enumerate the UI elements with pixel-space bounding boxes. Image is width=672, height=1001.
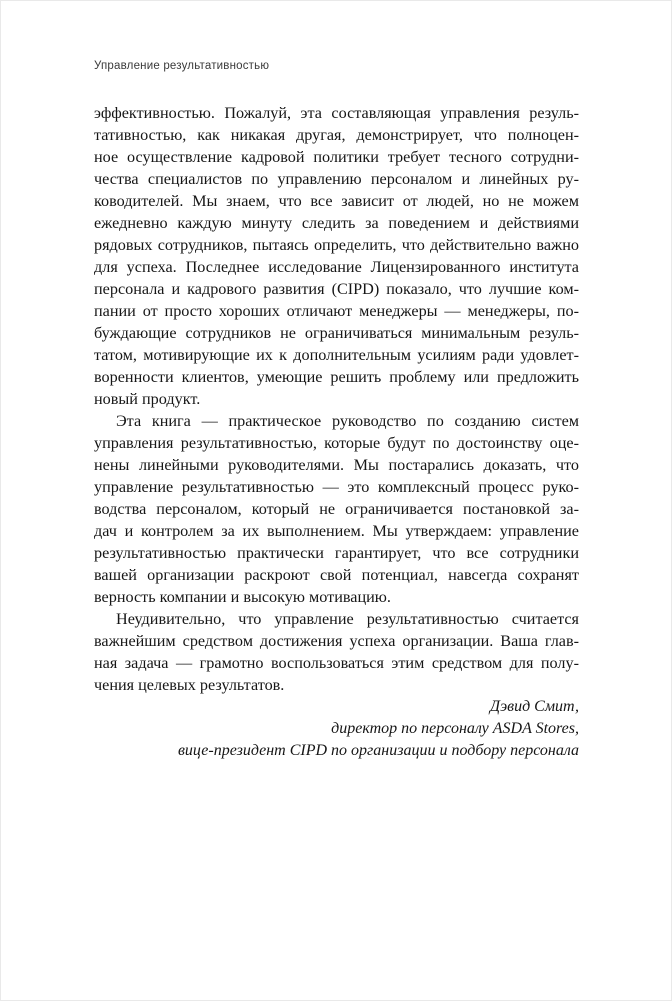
- text-line: буждающие сотрудников не ограничиваться минимальным резуль-: [94, 324, 579, 342]
- text-line: ководителей. Мы знаем, что все зависит от людей, но не можем: [94, 192, 579, 210]
- signature-author-role-1: директор по персоналу ASDA Stores,: [331, 720, 579, 737]
- paragraph: [94, 608, 579, 696]
- text-line: тативностью, как никакая другая, демонстрирует, что полноцен-: [94, 126, 579, 144]
- paragraph: [94, 410, 579, 608]
- text-line: ная задача — грамотно воспользоваться этим средством для полу-: [94, 654, 579, 672]
- text-line: новый продукт.: [94, 390, 201, 408]
- text-line: важнейшим средством достижения успеха организации. Ваша глав-: [94, 632, 579, 650]
- signature-author-role-2: вице-президент CIPD по организации и подбору персонала: [177, 742, 579, 759]
- text-line: пании от просто хороших отличают менеджеры — менеджеры, по-: [94, 302, 579, 320]
- text-line: вашей организации раскроют свой потенциал, навсегда сохранят: [94, 566, 579, 584]
- text-line: Неудивительно, что управление результативностью считается: [116, 610, 579, 628]
- text-line: ное осуществление кадровой политики требует тесного сотрудни-: [94, 148, 579, 166]
- text-line: нены линейными руководителями. Мы постарались доказать, что: [94, 456, 579, 474]
- text-line: Эта книга — практическое руководство по созданию систем: [116, 412, 579, 430]
- text-line: дач и контролем за их выполнением. Мы утверждаем: управление: [94, 522, 579, 540]
- text-line: для успеха. Последнее исследование Лицензированного института: [94, 258, 579, 276]
- text-line: чества специалистов по управлению персоналом и линейных ру-: [94, 170, 579, 188]
- author-signature: [94, 696, 579, 762]
- text-line: верность компании и высокую мотивацию.: [94, 588, 391, 606]
- text-line: персонала и кадрового развития (CIPD) показало, что лучшие ком-: [94, 280, 579, 298]
- text-line: рядовых сотрудников, пытаясь определить, что действительно важно: [94, 236, 579, 254]
- text-line: татом, мотивирующие их к дополнительным усилиям ради удовлет-: [94, 346, 579, 364]
- text-line: воренности клиентов, умеющие решить проблему или предложить: [94, 368, 579, 386]
- text-line: водства персоналом, который не ограничивается постановкой за-: [94, 500, 579, 518]
- text-line: управление результативностью — это комплексный процесс руко-: [94, 478, 579, 496]
- text-line: чения целевых результатов.: [94, 676, 285, 694]
- paragraph: [94, 102, 579, 410]
- text-line: эффективностью. Пожалуй, эта составляющая управления резуль-: [94, 104, 579, 122]
- signature-author-name: Дэвид Смит,: [489, 698, 579, 715]
- running-head: Управление результативностью: [94, 60, 270, 72]
- text-line: управления результативностью, которые будут по достоинству оце-: [94, 434, 579, 452]
- text-line: результативностью практически гарантирует, что все сотрудники: [94, 544, 579, 562]
- body-text: [94, 102, 579, 696]
- text-line: ежедневно каждую минуту следить за поведением и действиями: [94, 214, 579, 232]
